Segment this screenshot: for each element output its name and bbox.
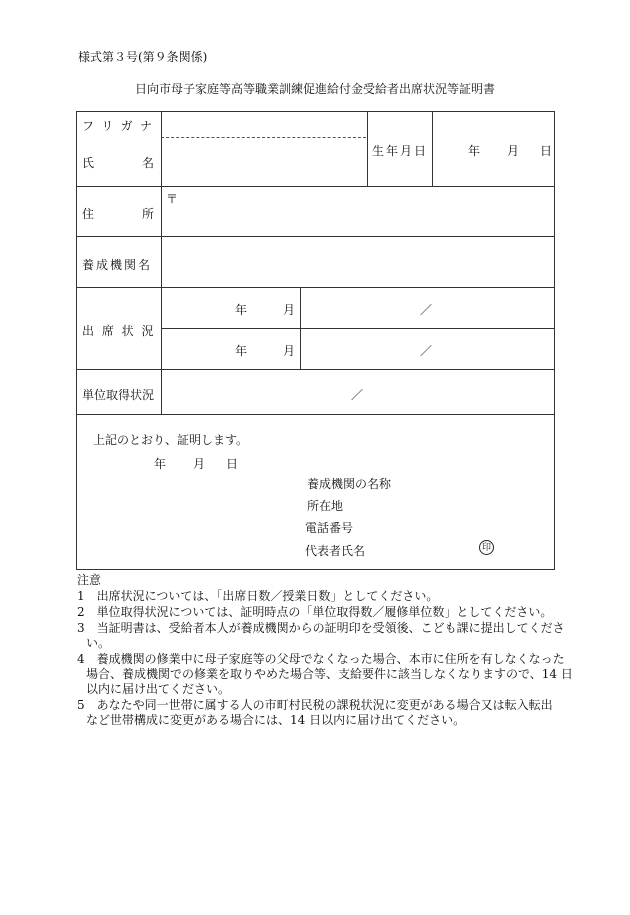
row-divider (161, 328, 554, 329)
notes-heading: 注意 (77, 573, 102, 587)
form-number: 様式第３号(第９条関係) (78, 50, 208, 64)
address-label: 住 所 (82, 207, 154, 221)
postal-mark: 〒 (166, 192, 179, 206)
document-title: 日向市母子家庭等高等職業訓練促進給付金受給者出席状況等証明書 (134, 82, 495, 96)
certification-statement: 上記のとおり、証明します。 (93, 433, 249, 447)
note-item-continuation: い。 (86, 636, 111, 650)
birth-month: 月 (507, 144, 520, 158)
phone-field: 電話番号 (305, 521, 354, 535)
attendance-slash: ／ (420, 344, 433, 358)
birth-year: 年 (468, 144, 481, 158)
institution-name-field: 養成機関の名称 (307, 477, 392, 491)
column-divider (432, 112, 433, 186)
attendance-month: 月 (283, 344, 296, 358)
note-item-continuation: 場合、養成機関での修業を取りやめた場合等、支給要件に該当しなくなりますので、14 日 (86, 667, 573, 681)
note-item: 4 養成機関の修業中に母子家庭等の父母でなくなった場合、本市に住所を有しなくなった (77, 652, 565, 666)
row-divider (77, 186, 554, 187)
attendance-year: 年 (235, 303, 248, 317)
note-item: 3 当証明書は、受給者本人が養成機関からの証明印を受領後、こども課に提出してくださ (77, 621, 565, 635)
row-divider (77, 414, 554, 415)
location-field: 所在地 (307, 499, 344, 513)
cert-month: 月 (193, 457, 206, 471)
note-item-continuation: 以内に届け出てください。 (86, 682, 231, 696)
note-item-continuation: など世帯構成に変更がある場合には、14 日以内に届け出てください。 (86, 713, 466, 727)
attendance-label: 出 席 状 況 (82, 324, 156, 338)
row-divider (77, 287, 554, 288)
furigana-label: フ リ ガ ナ (82, 119, 152, 133)
attendance-slash: ／ (420, 303, 433, 317)
name-label: 氏 名 (82, 156, 154, 170)
furigana-divider (161, 137, 366, 138)
seal-icon: 印 (479, 540, 494, 555)
cert-day: 日 (226, 457, 239, 471)
row-divider (77, 236, 554, 237)
note-item: 2 単位取得状況については、証明時点の「単位取得数／履修単位数」としてください。 (77, 605, 553, 619)
institution-label: 養成機関名 (82, 258, 153, 272)
note-item: 5 あなたや同一世帯に属する人の市町村民税の課税状況に変更がある場合又は転入転出 (77, 698, 553, 712)
representative-field: 代表者氏名 (305, 544, 366, 558)
note-item: 1 出席状況については、「出席日数／授業日数」としてください。 (77, 589, 439, 603)
row-divider (77, 369, 554, 370)
column-divider (367, 112, 368, 186)
birth-day: 日 (540, 144, 553, 158)
birth-date-label: 生年月日 (372, 144, 429, 158)
attendance-month: 月 (283, 303, 296, 317)
credits-slash: ／ (351, 388, 364, 402)
cert-year: 年 (154, 457, 167, 471)
credits-label: 単位取得状況 (82, 388, 155, 402)
attendance-year: 年 (235, 344, 248, 358)
column-divider (161, 112, 162, 414)
column-divider (300, 287, 301, 369)
